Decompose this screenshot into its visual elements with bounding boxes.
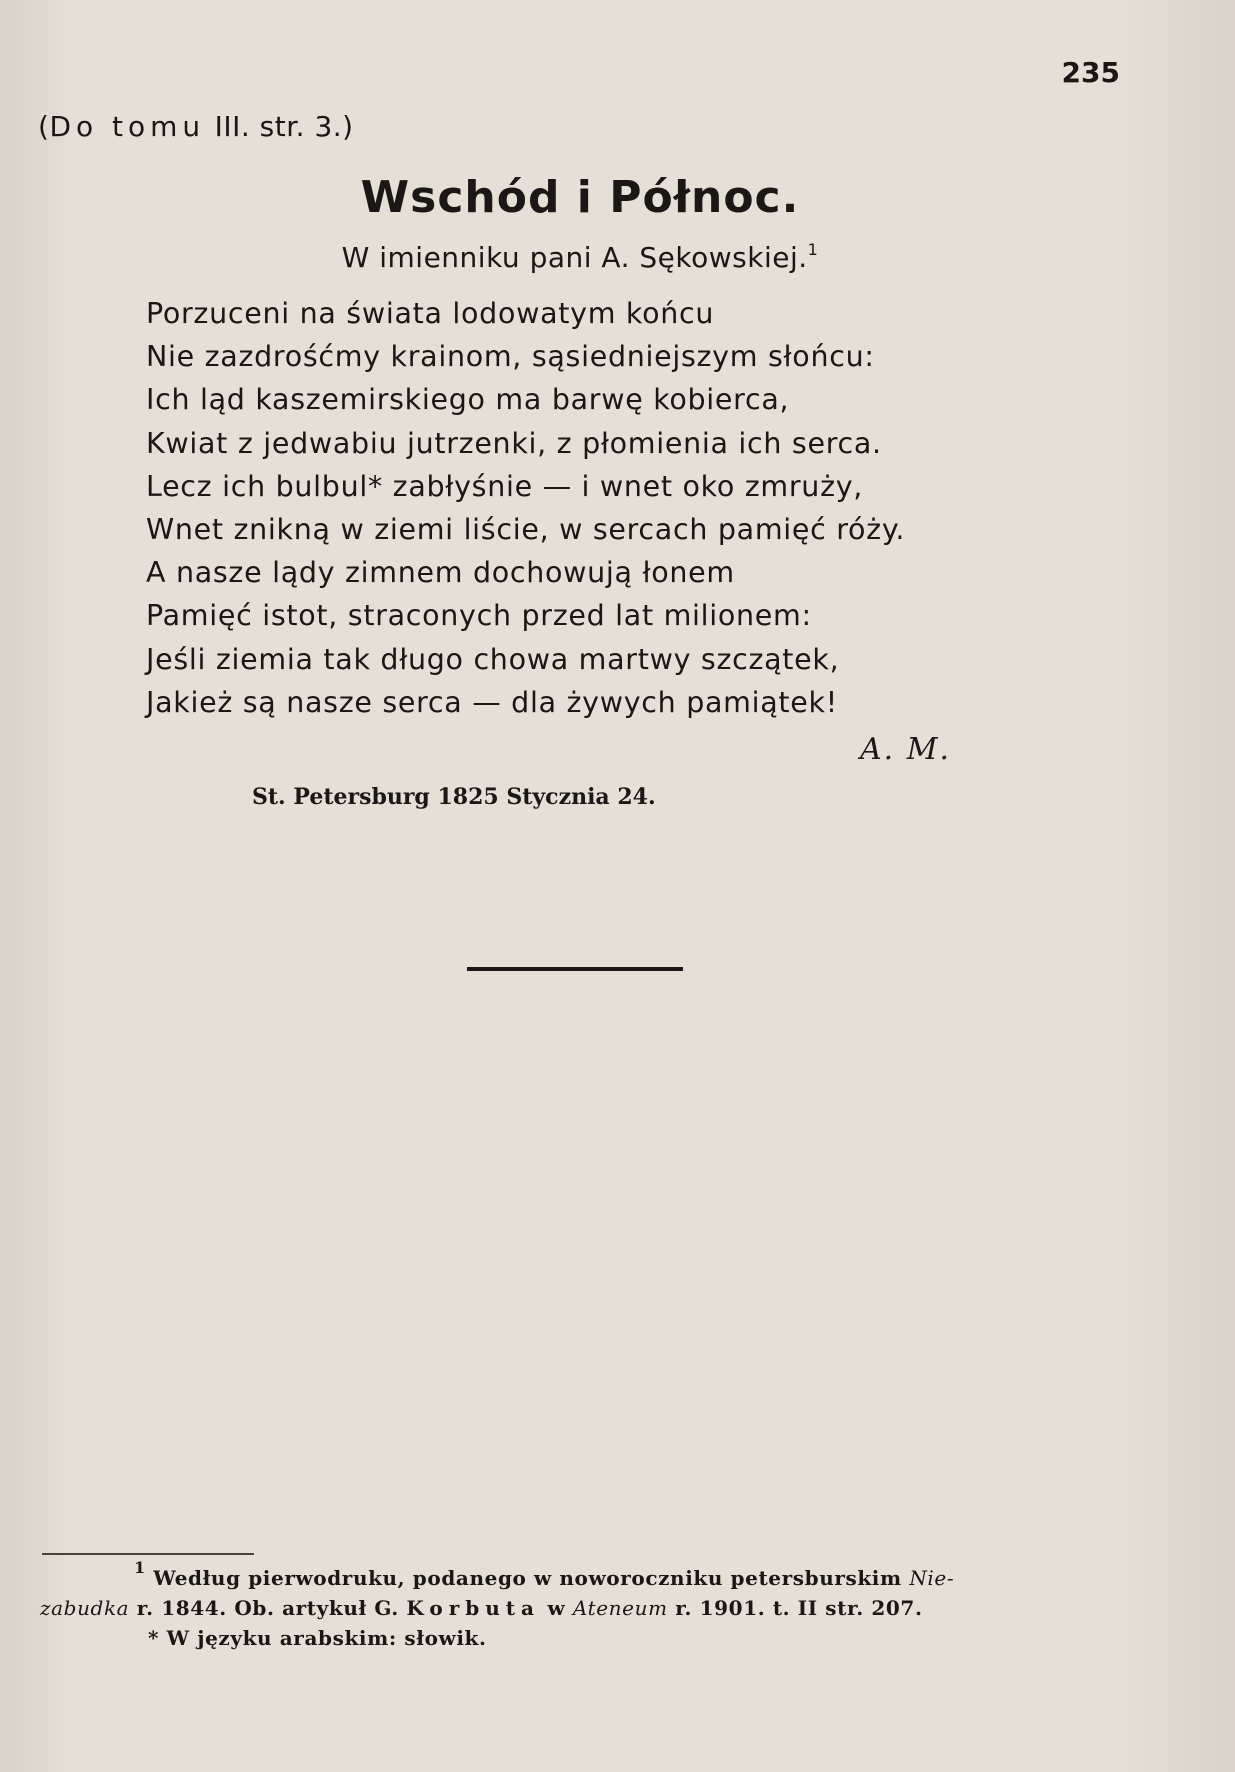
place-date-line: St. Petersburg 1825 Stycznia 24. (252, 784, 656, 810)
poem-body (146, 292, 905, 724)
poem-line: Lecz ich bulbul* zabłyśnie — i wnet oko zmruży, (146, 469, 864, 503)
poem-line: Jakież są nasze serca — dla żywych pamiątek! (146, 685, 838, 719)
volume-reference-spaced: Do tomu (49, 110, 206, 143)
poem-line: Porzuceni na świata lodowatym końcu (146, 297, 715, 330)
footnotes (40, 1558, 1120, 1653)
footnote-2-text: W języku arabskim: słowik. (159, 1626, 487, 1650)
poem-line: A nasze lądy zimnem dochowują łonem (146, 556, 735, 590)
footnote-1-line-2 (40, 1593, 1120, 1623)
footnote-1-author: Korbuta (406, 1596, 540, 1620)
poem-line: Nie zazdrośćmy krainom, sąsiedniejszym słońcu: (146, 340, 875, 374)
poem-title: Wschód i Północ. (360, 172, 800, 223)
dedication-text: W imienniku pani A. Sękowskiej. (341, 241, 808, 274)
footnote-1-line-1 (40, 1558, 1120, 1593)
footnote-divider (42, 1553, 254, 1555)
footnote-1-mark: 1 (134, 1558, 146, 1577)
poem-dedication (0, 241, 1160, 274)
poem-line: Ich ląd kaszemirskiego ma barwę kobierca, (146, 383, 790, 417)
volume-reference (38, 110, 354, 143)
footnote-1-text-a: Według pierwodruku, podanego w noworoczniku petersburskim (145, 1566, 910, 1590)
footnote-1-text-b: r. 1844. Ob. artykuł G. (129, 1596, 407, 1620)
footnote-1-text-c: w (539, 1596, 573, 1620)
page-number: 235 (1061, 56, 1120, 89)
poem-line: Kwiat z jedwabiu jutrzenki, z płomienia ich serca. (146, 426, 882, 460)
volume-reference-open: ( (38, 110, 50, 143)
footnote-2 (40, 1623, 1120, 1653)
author-signature: A. M. (860, 732, 951, 767)
footnote-mark-1: 1 (807, 240, 819, 259)
poem-line: Wnet znikną w ziemi liście, w sercach pamięć róży. (146, 512, 906, 546)
poem-line: Pamięć istot, straconych przed lat milionem: (146, 599, 812, 633)
footnote-2-mark: * (148, 1626, 160, 1650)
section-divider (467, 967, 683, 971)
volume-reference-rest: III. str. 3.) (205, 110, 354, 143)
footnote-1-title-b: zabudka (40, 1596, 130, 1620)
footnote-1-text-d: r. 1901. t. II str. 207. (667, 1596, 923, 1620)
footnote-1-journal: Ateneum (572, 1596, 668, 1620)
poem-line: Jeśli ziemia tak długo chowa martwy szczątek, (146, 642, 840, 676)
footnote-1-title-a: Nie- (909, 1566, 955, 1590)
